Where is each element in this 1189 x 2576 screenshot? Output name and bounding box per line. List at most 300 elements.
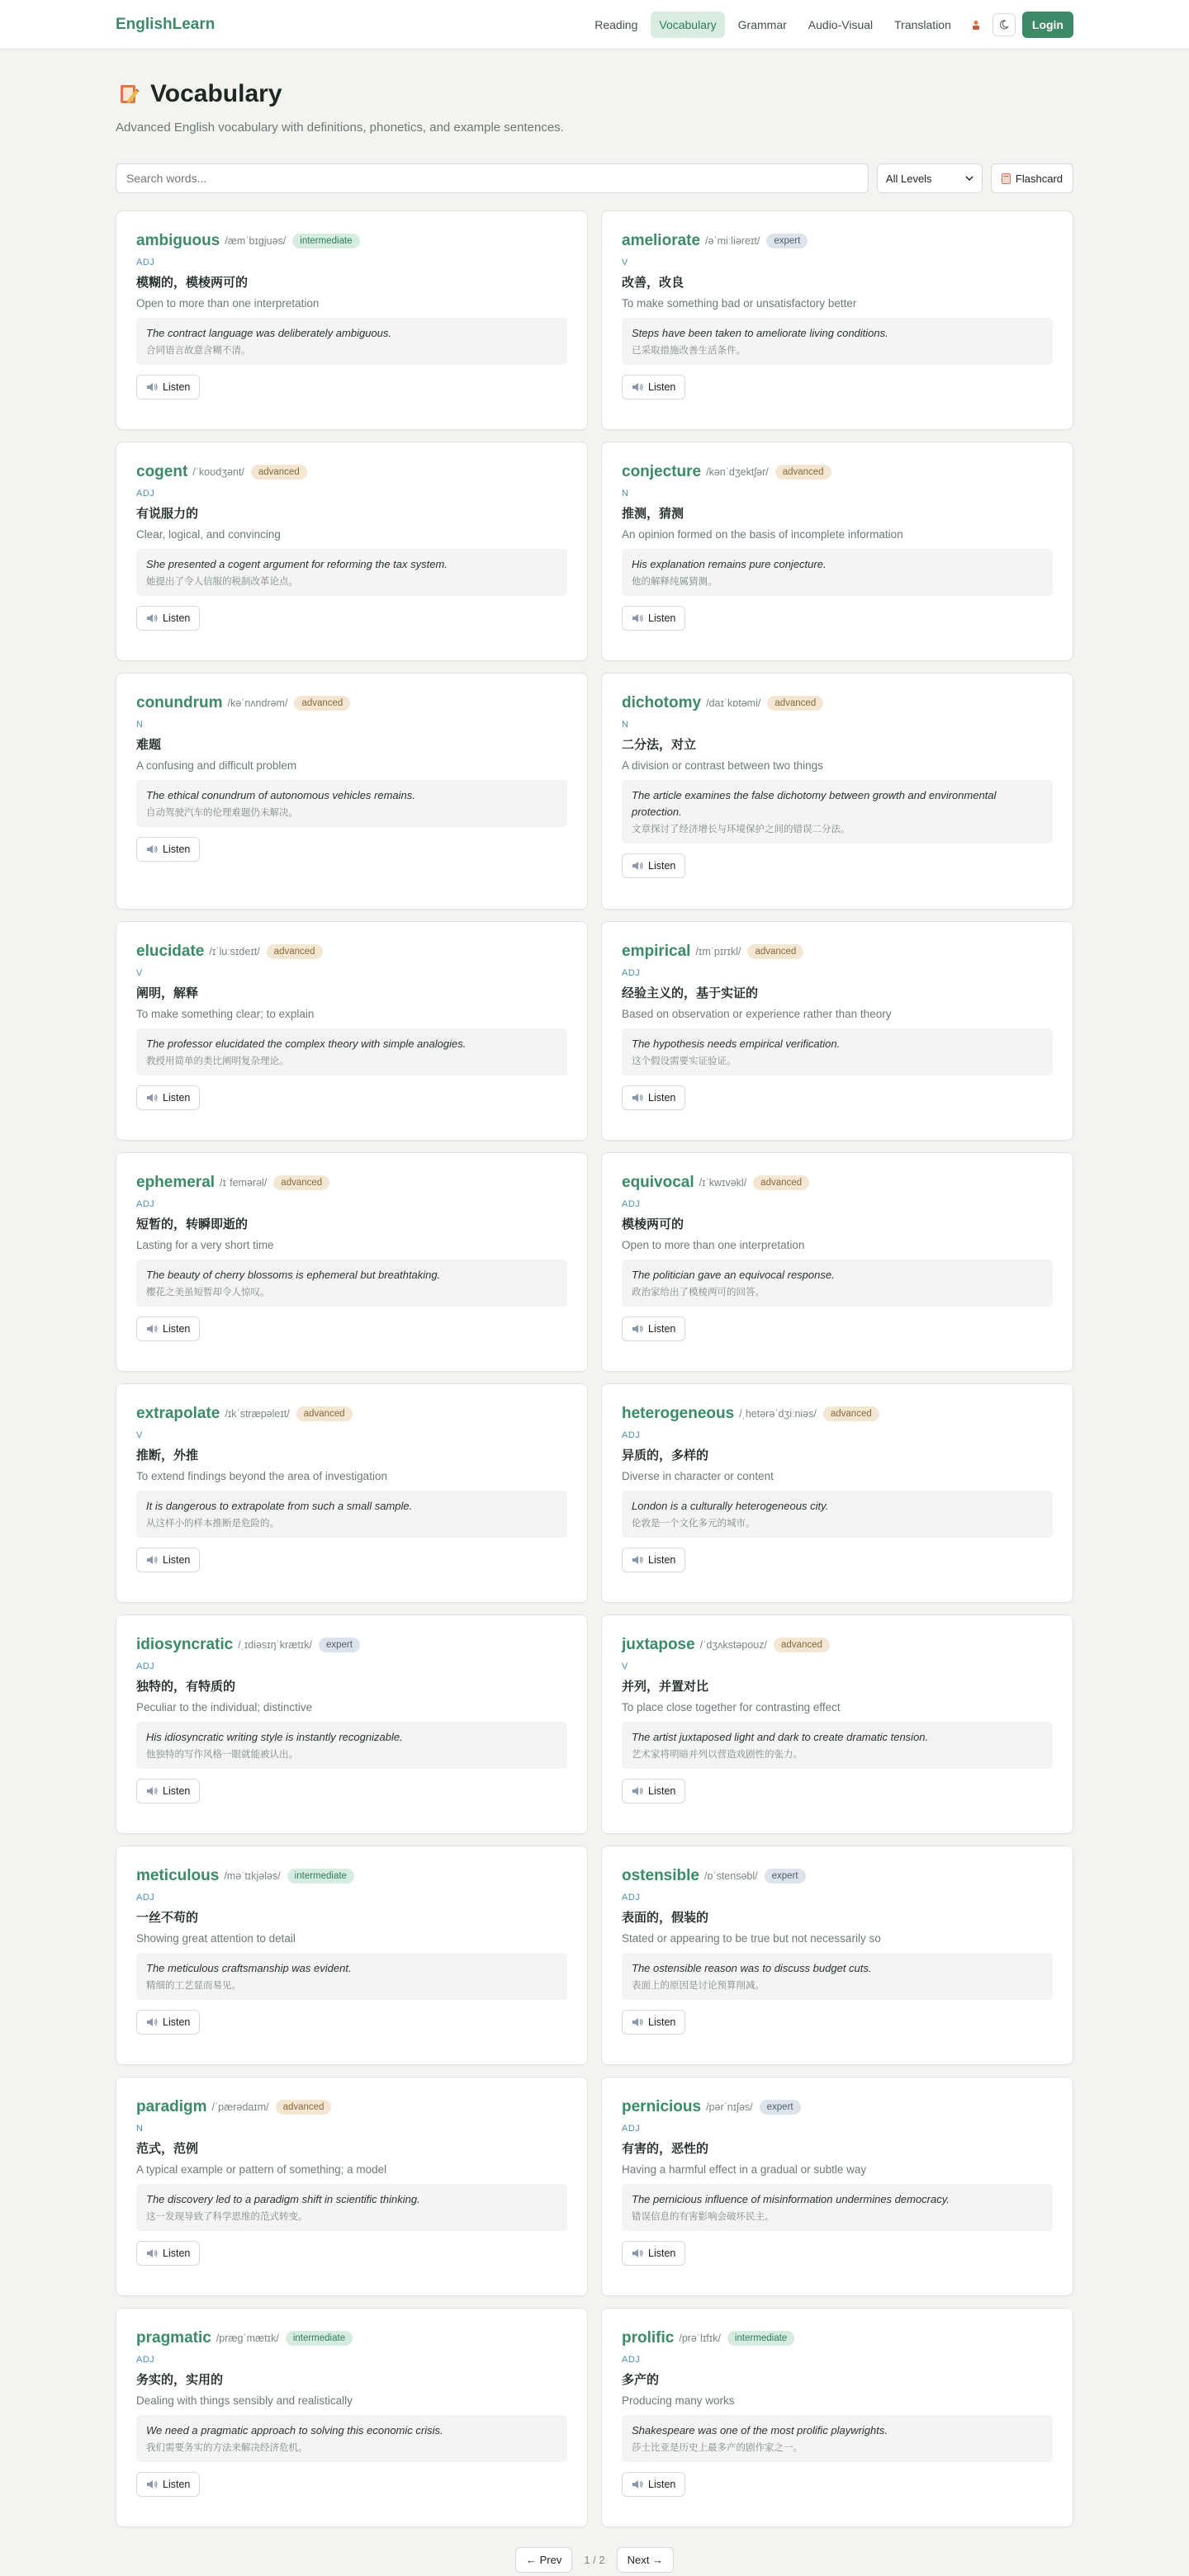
listen-label: Listen [648,2016,676,2028]
speaker-icon [146,1324,158,1334]
speaker-icon [632,382,643,392]
listen-label: Listen [163,1554,191,1566]
level-select-value: All Levels [885,172,932,185]
example-box [622,2415,1053,2462]
part-of-speech: V [136,1430,143,1440]
listen-button[interactable] [136,1316,200,1341]
example-sentence: The artist juxtaposed light and dark to create dramatic tension. [632,1731,929,1743]
word-card [116,921,588,1141]
word-title: juxtapose [622,1636,695,1653]
chinese-translation: 难题 [136,738,162,752]
listen-button[interactable] [622,2241,685,2266]
word-header [622,942,1053,962]
word-definition: Showing great attention to detail [136,1932,296,1945]
word-definition: Open to more than one interpretation [136,297,320,310]
word-title: ephemeral [136,1174,216,1191]
word-card [116,2077,588,2296]
example-translation: 文章探讨了经济增长与环境保护之间的错误二分法。 [632,825,850,834]
word-card [116,1846,588,2065]
level-badge: expert [760,2100,801,2115]
speaker-icon [632,1324,643,1334]
speaker-icon [146,844,158,854]
next-page-button[interactable]: Next → [617,2547,674,2573]
word-phonetic: /ɒˈstensəbl/ [703,1870,758,1882]
speaker-icon [146,1093,158,1103]
word-phonetic: /pərˈnɪʃəs/ [706,2101,753,2113]
listen-button[interactable] [622,1085,685,1110]
example-box [136,1028,567,1075]
part-of-speech: N [136,2124,144,2134]
level-badge: advanced [267,944,323,959]
word-title: conjecture [622,463,702,480]
listen-button[interactable] [622,2472,685,2497]
listen-button[interactable] [622,2010,685,2035]
speaker-icon [632,1786,643,1796]
word-header [136,2097,567,2117]
word-definition: To make something bad or unsatisfactory better [622,297,857,310]
chinese-translation: 模糊的，模棱两可的 [136,276,249,290]
speaker-icon [632,1093,643,1103]
example-sentence: The article examines the false dichotomy between growth and environmental protection. [632,789,997,818]
word-header [136,1635,567,1655]
word-definition: Clear, logical, and convincing [136,528,281,541]
word-card [601,2308,1073,2527]
example-sentence: The pernicious influence of misinformation undermines democracy. [632,2193,950,2205]
example-sentence: It is dangerous to extrapolate from such a small sample. [146,1500,413,1512]
listen-button[interactable] [136,606,200,631]
part-of-speech: ADJ [136,1893,155,1902]
example-translation: 艺术家将明暗并列以营造戏剧性的张力。 [632,1750,803,1760]
word-title: heterogeneous [622,1405,735,1422]
word-header [136,1404,567,1424]
speaker-icon [632,861,643,871]
level-select[interactable] [877,163,983,193]
word-phonetic: /məˈtɪkjələs/ [224,1870,281,1882]
search-input[interactable] [116,163,869,193]
listen-label: Listen [648,1554,676,1566]
listen-button[interactable] [136,375,200,399]
listen-label: Listen [163,1323,191,1335]
word-title: ambiguous [136,232,220,249]
speaker-icon [632,613,643,623]
part-of-speech: ADJ [622,1893,641,1902]
word-phonetic: /ˈkoʊdʒənt/ [192,466,244,478]
chinese-translation: 表面的，假装的 [622,1911,709,1925]
level-badge: advanced [823,1406,879,1421]
word-title: empirical [622,943,691,960]
chevron-down-icon [965,176,973,181]
listen-button[interactable] [622,375,685,399]
word-header [622,1635,1053,1655]
chinese-translation: 推测，猜测 [622,507,685,521]
word-title: prolific [622,2329,675,2347]
listen-label: Listen [163,381,191,393]
part-of-speech: ADJ [136,489,155,499]
word-card [601,210,1073,430]
speaker-icon [146,613,158,623]
word-title: elucidate [136,943,205,960]
example-translation: 这个假设需要实证验证。 [632,1056,737,1066]
listen-label: Listen [163,2016,191,2028]
word-title: cogent [136,463,188,480]
example-box [622,2184,1053,2231]
example-translation: 他独特的写作风格一眼就能被认出。 [146,1750,298,1760]
level-badge: expert [766,234,808,248]
word-title: pragmatic [136,2329,211,2347]
listen-label: Listen [648,1092,676,1104]
level-badge: advanced [273,1175,329,1190]
top-navbar [0,0,1189,50]
word-definition: To place close together for contrasting effect [622,1701,841,1713]
speaker-icon [632,1555,643,1565]
level-badge: advanced [775,465,831,480]
word-card [116,1614,588,1834]
part-of-speech: ADJ [622,1430,641,1440]
listen-label: Listen [648,2479,676,2490]
word-phonetic: /ˌɪdiəsɪŋˈkrætɪk/ [238,1639,312,1651]
level-badge: advanced [767,696,823,711]
word-header [136,942,567,962]
word-card [116,210,588,430]
page-subtitle: Advanced English vocabulary with definitions, phonetics, and example sentences. [116,121,564,135]
part-of-speech: N [622,489,629,499]
example-box [622,549,1053,596]
example-box [136,318,567,365]
example-sentence: She presented a cogent argument for reforming the tax system. [146,558,448,570]
level-badge: intermediate [286,2331,353,2346]
part-of-speech: ADJ [622,1199,641,1209]
speaker-icon [146,382,158,392]
example-sentence: London is a culturally heterogeneous city. [632,1500,829,1512]
chinese-translation: 阐明，解释 [136,986,199,1000]
word-card [116,673,588,910]
word-phonetic: /kənˈdʒektʃər/ [706,466,769,478]
example-sentence: The ethical conundrum of autonomous vehicles remains. [146,789,415,801]
example-box [622,1722,1053,1769]
word-definition: To make something clear; to explain [136,1008,315,1020]
level-badge: intermediate [287,1869,354,1884]
listen-label: Listen [163,2248,191,2259]
word-phonetic: /ɪkˈstræpəleɪt/ [225,1408,290,1420]
example-sentence: The professor elucidated the complex theory with simple analogies. [146,1037,467,1050]
word-card [601,1152,1073,1372]
example-translation: 她提出了令人信服的税制改革论点。 [146,577,298,587]
level-badge: advanced [251,465,307,480]
word-phonetic: /ɪmˈpɪrɪkl/ [695,946,741,957]
word-header [136,1866,567,1886]
word-card [601,2077,1073,2296]
word-phonetic: /æmˈbɪɡjuəs/ [225,235,287,247]
word-definition: Having a harmful effect in a gradual or subtle way [622,2163,867,2176]
word-card-grid [116,210,1073,2527]
word-card [601,442,1073,661]
example-sentence: The discovery led to a paradigm shift in scientific thinking. [146,2193,420,2205]
example-translation: 表面上的原因是讨论预算削减。 [632,1981,765,1991]
word-card [116,2308,588,2527]
word-card [116,442,588,661]
level-badge: advanced [276,2100,332,2115]
main-nav [586,12,1073,38]
example-translation: 他的解释纯属猜测。 [632,577,718,587]
listen-button[interactable] [622,1779,685,1803]
chinese-translation: 一丝不苟的 [136,1911,199,1925]
pagination [116,2547,1073,2573]
word-card [601,1846,1073,2065]
example-translation: 错误信息的有害影响会破坏民主。 [632,2212,775,2222]
chinese-translation: 推断，外推 [136,1449,199,1463]
example-sentence: The politician gave an equivocal response. [632,1269,835,1281]
example-box [136,1491,567,1538]
nav-grammar[interactable]: Grammar [737,17,787,31]
login-button[interactable]: Login [1022,12,1073,38]
listen-button[interactable] [622,853,685,878]
word-phonetic: /kəˈnʌndrəm/ [227,697,288,709]
word-card [116,1383,588,1603]
level-badge: expert [765,1869,806,1884]
word-card [601,921,1073,1141]
part-of-speech: ADJ [136,1199,155,1209]
chinese-translation: 经验主义的，基于实证的 [622,986,759,1000]
listen-button[interactable] [136,1779,200,1803]
speaker-icon [146,1555,158,1565]
word-phonetic: /ˌhetərəˈdʒiːniəs/ [739,1408,817,1420]
example-box [136,1260,567,1307]
toolbar [116,163,1073,193]
word-phonetic: /ɪˈluːsɪdeɪt/ [209,946,260,957]
example-translation: 精细的工艺显而易见。 [146,1981,241,1991]
listen-label: Listen [648,860,676,872]
part-of-speech: V [136,968,143,978]
example-box [136,1953,567,2000]
word-definition: Open to more than one interpretation [622,1239,805,1251]
example-sentence: Steps have been taken to ameliorate living conditions. [632,327,888,339]
part-of-speech: N [622,720,629,730]
word-title: equivocal [622,1174,694,1191]
listen-button[interactable] [136,2010,200,2035]
example-translation: 莎士比亚是历史上最多产的剧作家之一。 [632,2443,803,2453]
example-translation: 从这样小的样本推断是危险的。 [146,1519,279,1529]
chinese-translation: 有说服力的 [136,507,199,521]
word-title: dichotomy [622,694,702,711]
example-sentence: His explanation remains pure conjecture. [632,558,827,570]
flashcard-label: Flashcard [1015,172,1063,185]
word-definition: Stated or appearing to be true but not necessarily so [622,1932,881,1945]
listen-button[interactable] [622,1316,685,1341]
word-title: pernicious [622,2098,702,2115]
listen-label: Listen [648,1323,676,1335]
listen-button[interactable] [136,1548,200,1572]
listen-label: Listen [163,844,191,855]
example-sentence: The hypothesis needs empirical verification. [632,1037,841,1050]
word-header [622,1173,1053,1193]
example-box [622,780,1053,844]
chinese-translation: 异质的，多样的 [622,1449,709,1463]
word-header [622,2328,1053,2348]
word-definition: Dealing with things sensibly and realistically [136,2394,353,2407]
word-phonetic: /əˈmiːliəreɪt/ [705,235,760,247]
word-title: extrapolate [136,1405,220,1422]
word-card [116,1152,588,1372]
word-definition: Based on observation or experience rather than theory [622,1008,892,1020]
word-definition: A typical example or pattern of something; a model [136,2163,387,2176]
example-box [136,1722,567,1769]
example-translation: 我们需要务实的方法来解决经济危机。 [146,2443,308,2453]
example-sentence: Shakespeare was one of the most prolific playwrights. [632,2424,888,2437]
word-header [136,693,567,713]
chinese-translation: 改善，改良 [622,276,685,290]
example-box [622,1260,1053,1307]
nav-audio-visual[interactable]: Audio-Visual [808,17,874,31]
listen-button[interactable] [622,606,685,631]
example-box [136,2184,567,2231]
word-header [622,1866,1053,1886]
word-phonetic: /ˈpærədaɪm/ [211,2101,269,2113]
word-phonetic: /ˈdʒʌkstəpoʊz/ [699,1639,768,1651]
word-header [136,231,567,251]
listen-label: Listen [648,2248,676,2259]
listen-button[interactable] [136,2241,200,2266]
brand-logo[interactable]: EnglishLearn [116,15,216,33]
example-translation: 合同语言故意含糊不清。 [146,346,251,356]
speaker-icon [632,2248,643,2258]
part-of-speech: ADJ [136,2355,155,2365]
example-translation: 自动驾驶汽车的伦理难题仍未解决。 [146,808,298,818]
listen-label: Listen [163,1785,191,1797]
word-definition: A confusing and difficult problem [136,759,297,772]
word-definition: To extend findings beyond the area of investigation [136,1470,387,1482]
chinese-translation: 多产的 [622,2373,660,2387]
example-translation: 政治家给出了模棱两可的回答。 [632,1288,765,1297]
word-header [622,1404,1053,1424]
chinese-translation: 有害的，恶性的 [622,2142,709,2156]
part-of-speech: ADJ [136,258,155,267]
word-title: paradigm [136,2098,207,2115]
part-of-speech: ADJ [622,968,641,978]
listen-label: Listen [163,1092,191,1104]
word-definition: An opinion formed on the basis of incomplete information [622,528,903,541]
word-definition: A division or contrast between two things [622,759,823,772]
page-title [116,73,1073,116]
word-header [136,1173,567,1193]
chinese-translation: 范式，范例 [136,2142,199,2156]
example-box [622,1491,1053,1538]
prev-page-button[interactable]: ← Prev [515,2547,572,2573]
word-phonetic: /prægˈmætɪk/ [216,2333,279,2344]
listen-button[interactable] [136,837,200,862]
word-card [601,673,1073,910]
chinese-translation: 务实的，实用的 [136,2373,224,2387]
example-box [622,1028,1053,1075]
example-box [136,2415,567,2462]
example-sentence: The ostensible reason was to discuss budget cuts. [632,1962,872,1974]
word-header [622,462,1053,482]
listen-label: Listen [163,612,191,624]
word-definition: Producing many works [622,2394,735,2407]
part-of-speech: N [136,720,144,730]
level-badge: expert [319,1638,360,1652]
main-content [116,50,1073,2573]
speaker-icon [146,2248,158,2258]
word-definition: Diverse in character or content [622,1470,774,1482]
listen-button[interactable] [136,2472,200,2497]
chinese-translation: 短暂的，转瞬即逝的 [136,1217,249,1231]
word-card [601,1614,1073,1834]
listen-label: Listen [163,2479,191,2490]
example-sentence: The contract language was deliberately ambiguous. [146,327,392,339]
example-translation: 这一发现导致了科学思维的范式转变。 [146,2212,308,2222]
speaker-icon [632,2479,643,2489]
part-of-speech: ADJ [136,1661,155,1671]
nav-vocabulary[interactable]: Vocabulary [651,12,724,38]
example-sentence: We need a pragmatic approach to solving this economic crisis. [146,2424,443,2437]
word-title: idiosyncratic [136,1636,234,1653]
speaker-icon [146,2017,158,2027]
example-box [622,318,1053,365]
word-definition: Peculiar to the individual; distinctive [136,1701,313,1713]
part-of-speech: V [622,1661,628,1671]
flashcard-button[interactable] [991,163,1073,193]
listen-label: Listen [648,1785,676,1797]
word-phonetic: /ɪˈfemərəl/ [220,1177,268,1189]
word-phonetic: /prəˈlɪfɪk/ [679,2333,721,2344]
example-box [136,549,567,596]
listen-label: Listen [648,381,676,393]
part-of-speech: ADJ [622,2124,641,2134]
level-badge: advanced [296,1406,353,1421]
card-icon [1002,173,1011,184]
word-title: ostensible [622,1867,699,1884]
example-sentence: His idiosyncratic writing style is instantly recognizable. [146,1731,403,1743]
word-title: conundrum [136,694,223,711]
example-box [622,1953,1053,2000]
level-badge: intermediate [292,234,359,248]
level-badge: advanced [774,1638,830,1652]
word-header [136,462,567,482]
listen-button[interactable] [622,1548,685,1572]
example-translation: 伦敦是一个文化多元的城市。 [632,1519,756,1529]
example-translation: 教授用简单的类比阐明复杂理论。 [146,1056,289,1066]
word-header [136,2328,567,2348]
part-of-speech: V [622,258,628,267]
listen-button[interactable] [136,1085,200,1110]
word-card [601,1383,1073,1603]
nav-reading[interactable]: Reading [594,17,638,31]
level-badge: advanced [753,1175,809,1190]
chinese-translation: 并列，并置对比 [622,1680,709,1694]
page-indicator: 1 / 2 [584,2554,605,2566]
example-box [136,780,567,827]
notebook-icon [116,81,142,107]
nav-translation[interactable]: Translation [894,17,951,31]
example-translation: 已采取措施改善生活条件。 [632,346,746,356]
example-translation: 樱花之美虽短暂却令人惊叹。 [146,1288,270,1297]
listen-label: Listen [648,612,676,624]
part-of-speech: ADJ [622,2355,641,2365]
chinese-translation: 模棱两可的 [622,1217,685,1231]
level-badge: advanced [294,696,350,711]
word-header [622,693,1053,713]
moon-icon[interactable] [992,13,1016,36]
speaker-icon [146,2479,158,2489]
word-phonetic: /daɪˈkɒtəmi/ [706,697,761,709]
language-icon[interactable] [964,13,988,36]
word-header [622,2097,1053,2117]
word-title: meticulous [136,1867,220,1884]
chinese-translation: 独特的，有特质的 [136,1680,236,1694]
word-definition: Lasting for a very short time [136,1239,274,1251]
word-phonetic: /ɪˈkwɪvəkl/ [699,1177,747,1189]
speaker-icon [146,1786,158,1796]
